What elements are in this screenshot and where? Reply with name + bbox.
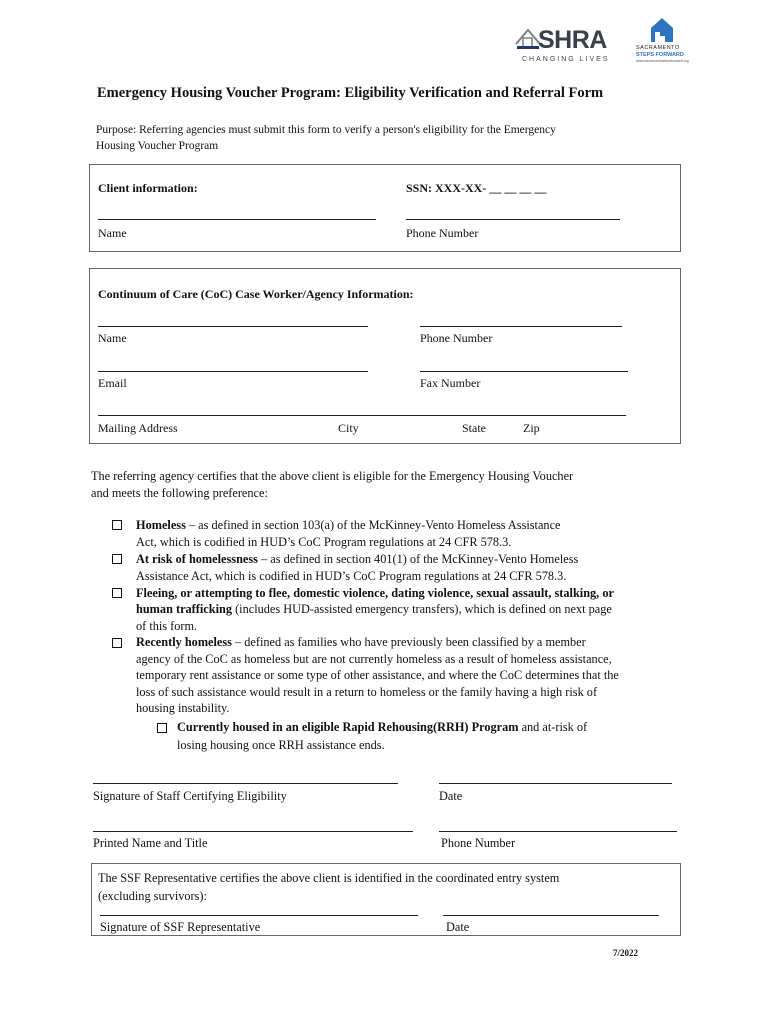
coc-heading: Continuum of Care (CoC) Case Worker/Agency Information: [98,287,414,301]
client-info-heading: Client information: [98,181,198,195]
form-title: Emergency Housing Voucher Program: Eligibility Verification and Referral Form [97,85,604,101]
shra-name: SHRA [538,26,607,54]
date1-line[interactable] [439,783,672,784]
ssf-signature-line[interactable] [100,915,418,916]
coc-fax-label: Fax Number [420,376,481,390]
at-risk-line2: Assistance Act, which is codified in HUD’s CoC Program regulations at 24 CFR 578.3. [136,569,567,583]
ssf-line1: The SSF Representative certifies the above client is identified in the coordinated entry system [98,871,560,885]
coc-phone-line[interactable] [420,326,622,327]
coc-mailing-label: Mailing Address [98,421,178,435]
coc-name-line[interactable] [98,326,368,327]
ssf-signature-label: Signature of SSF Representative [100,920,261,934]
coc-email-line[interactable] [98,371,368,372]
recent-bold: Recently homeless [136,635,232,649]
at-risk-checkbox[interactable] [112,554,122,564]
client-name-line[interactable] [98,219,376,220]
at-risk-line1 [136,551,578,568]
recent-line1 [136,634,586,651]
client-name-label: Name [98,226,127,240]
staff-signature-line[interactable] [93,783,398,784]
phone-line[interactable] [439,831,677,832]
recent-line5: housing instability. [136,701,230,715]
homeless-bold: Homeless [136,518,186,532]
fleeing-checkbox[interactable] [112,588,122,598]
steps-line3: www.sacramentostepsforward.org [636,59,689,63]
ssf-date-label: Date [446,920,470,934]
steps-line2: STEPS FORWARD [636,52,684,58]
purpose-line1: Purpose: Referring agencies must submit this form to verify a person's eligibility for the Emergency [96,124,556,136]
recent-line4: loss of such assistance would result in a return to homeless or the family having a high risk of [136,685,598,699]
coc-zip-label: Zip [523,421,540,435]
fleeing-line1: Fleeing, or attempting to flee, domestic violence, dating violence, sexual assault, stalking, or [136,586,614,600]
steps-line1: SACRAMENTO [636,45,680,51]
printed-name-label: Printed Name and Title [93,836,208,850]
shra-tagline: CHANGING LIVES [522,56,610,63]
certify-line2: and meets the following preference: [91,486,268,500]
house-steps-icon [649,16,675,44]
shra-logo [508,20,614,68]
coc-city-label: City [338,421,359,435]
fleeing-bold2: human trafficking [136,602,232,616]
client-info-box [89,164,681,252]
certify-line1: The referring agency certifies that the above client is eligible for the Emergency Housing Voucher [91,469,574,483]
fleeing-line3: of this form. [136,619,198,633]
ssn-field[interactable]: SSN: XXX-XX- __ __ __ __ [406,181,547,195]
rrh-bold: Currently housed in an eligible Rapid Rehousing(RRH) Program [177,720,519,734]
homeless-line2: Act, which is codified in HUD’s CoC Program regulations at 24 CFR 578.3. [136,535,512,549]
at-risk-bold: At risk of homelessness [136,552,258,566]
recent-line2: agency of the CoC as homeless but are not currently homeless as a result of homeless assistance, [136,652,612,666]
homeless-text1: – as defined in section 103(a) of the McKinney-Vento Homeless Assistance [185,518,561,532]
coc-email-label: Email [98,376,127,390]
homeless-checkbox[interactable] [112,520,122,530]
client-phone-line[interactable] [406,219,620,220]
recent-line3: temporary rent assistance or some type of other assistance, and where the CoC determines that the [136,668,619,682]
recently-homeless-checkbox[interactable] [112,638,122,648]
ssf-line2: (excluding survivors): [98,889,207,903]
homeless-line1 [136,517,561,534]
phone-label: Phone Number [441,836,516,850]
recent-text1: – defined as families who have previously been classified by a member [231,635,586,649]
steps-forward-logo [632,16,692,66]
ssf-date-line[interactable] [443,915,659,916]
rrh-line2: losing housing once RRH assistance ends. [177,738,385,752]
at-risk-text1: – as defined in section 401(1) of the McKinney-Vento Homeless [257,552,579,566]
coc-name-label: Name [98,331,127,345]
staff-signature-label: Signature of Staff Certifying Eligibility [93,789,287,803]
date1-label: Date [439,789,463,803]
coc-phone-label: Phone Number [420,331,493,345]
fleeing-text2: (includes HUD-assisted emergency transfers), which is defined on next page [232,602,612,616]
coc-fax-line[interactable] [420,371,628,372]
coc-address-line[interactable] [98,415,626,416]
rrh-checkbox[interactable] [157,723,167,733]
fleeing-line2 [136,601,612,618]
coc-state-label: State [462,421,486,435]
purpose-line2: Housing Voucher Program [96,140,219,152]
printed-name-line[interactable] [93,831,413,832]
rrh-line1 [177,719,587,736]
rrh-text1: and at-risk of [518,720,588,734]
version-date: 7/2022 [613,948,639,958]
client-phone-label: Phone Number [406,226,479,240]
